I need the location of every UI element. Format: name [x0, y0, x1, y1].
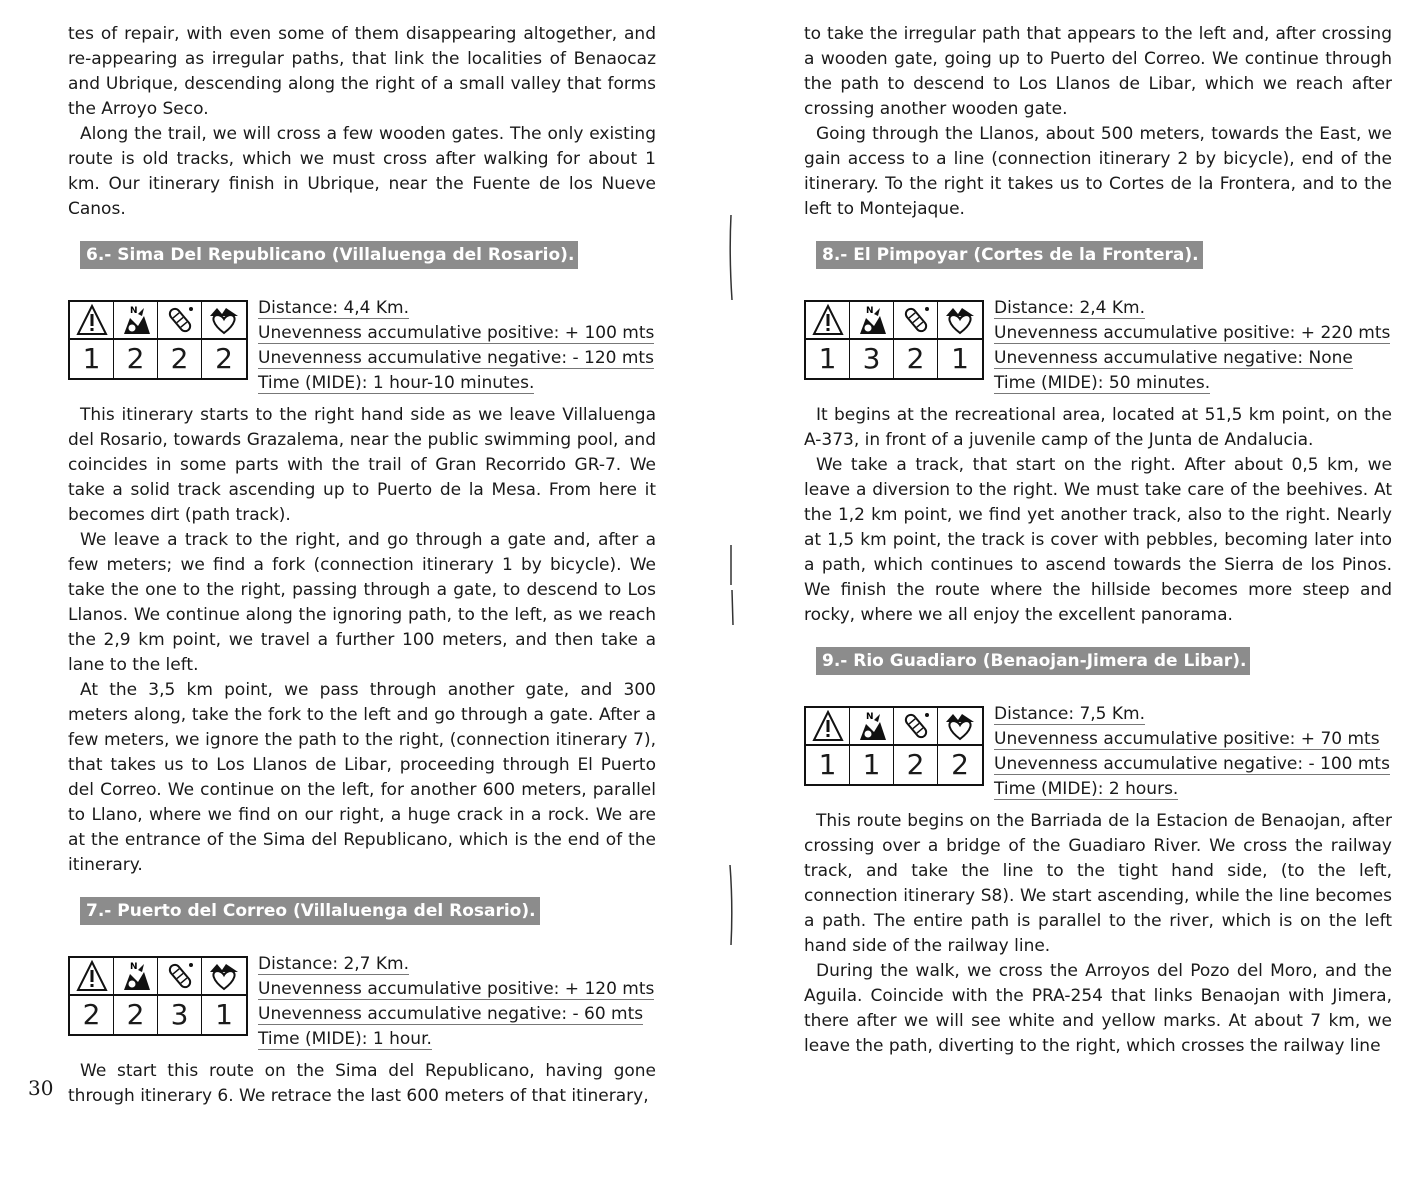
- left-page-column: [68, 22, 656, 1109]
- intro-paragraph: Going through the Llanos, about 500 meters, towards the East, we gain access to a line (connection itinerary 2 by bicycle), end of the itinerary. To the right it takes us to Cortes de la Frontera, and to the left to Montejaque.: [804, 124, 1392, 219]
- compass-terrain-icon: [114, 302, 158, 340]
- body-paragraph: During the walk, we cross the Arroyos del Pozo del Moro, and the Aguila. Coincide with the PRA-254 that links Benaojan with Jimera, there after we will see white and yellow marks. At about 7 km, we leave the path, diverting to the right, which crosses the railway line: [804, 961, 1392, 1056]
- rating-hazard: 1: [70, 340, 114, 378]
- heart-effort-icon: [202, 958, 246, 996]
- negative-elevation-text: Unevenness accumulative negative: None: [994, 348, 1353, 368]
- rating-effort: 1: [951, 342, 969, 375]
- rating-hazard: 1: [806, 340, 850, 378]
- positive-elevation-text: Unevenness accumulative positive: + 70 mts: [994, 729, 1380, 749]
- compass-terrain-icon: [850, 302, 894, 340]
- gutter-binding-mark: [726, 545, 736, 625]
- rating-effort: 2: [215, 342, 233, 375]
- rating-hazard: 2: [70, 996, 114, 1034]
- svg-text:N: N: [865, 712, 874, 722]
- compass-terrain-icon: [114, 958, 158, 996]
- itinerary-summary-7: [68, 925, 656, 1059]
- distance-text: Distance: 2,4 Km.: [994, 298, 1146, 318]
- rating-orientation: 2: [114, 340, 158, 378]
- compass-terrain-icon: [850, 708, 894, 746]
- body-paragraph: At the 3,5 km point, we pass through another gate, and 300 meters along, take the fork to the left and go through a gate. After a few meters, we ignore the path to the right, (connection itinerary 7), that takes us to Los Llanos de Libar, proceeding through El Puerto del Correo. We continue on the left, for another 600 meters, parallel to Llano, where we find on our right, a huge crack in a rock. We are at the entrance of the Sima del Republicano, which is the end of the itinerary.: [68, 680, 656, 875]
- intro-paragraph: to take the irregular path that appears to the left and, after crossing a wooden gate, going up to Puerto del Correo. We continue through the path to descend to Los Llanos de Libar, which we reach after crossing another wooden gate.: [804, 24, 1392, 119]
- difficulty-grid: [68, 956, 248, 1036]
- difficulty-grid: [804, 706, 984, 786]
- negative-elevation-text: Unevenness accumulative negative: - 100 mts: [994, 754, 1390, 774]
- itinerary-summary-8: [804, 269, 1392, 403]
- rating-orientation: 3: [850, 340, 894, 378]
- section-heading-9: 9.- Rio Guadiaro (Benaojan-Jimera de Libar).: [816, 647, 1250, 675]
- distance-text: Distance: 7,5 Km.: [994, 704, 1146, 724]
- itinerary-summary-9: [804, 675, 1392, 809]
- distance-text: Distance: 2,7 Km.: [258, 954, 410, 974]
- svg-text:N: N: [865, 306, 874, 316]
- itinerary-stats: [994, 296, 1390, 396]
- footprint-effort-icon: [158, 958, 202, 996]
- rating-terrain: 2: [158, 340, 202, 378]
- right-page-column: [804, 22, 1392, 1059]
- svg-text:N: N: [129, 962, 138, 972]
- positive-elevation-text: Unevenness accumulative positive: + 220 mts: [994, 323, 1391, 343]
- time-text: Time (MIDE): 2 hours.: [994, 779, 1179, 799]
- positive-elevation-text: Unevenness accumulative positive: + 120 mts: [258, 979, 655, 999]
- intro-paragraph: tes of repair, with even some of them disappearing altogether, and re-appearing as irregular paths, that link the localities of Benaocaz and Ubrique, descending along the right of a small valley that forms the Arroyo Seco.: [68, 24, 656, 119]
- rating-terrain: 3: [158, 996, 202, 1034]
- itinerary-stats: [258, 952, 654, 1052]
- warning-triangle-icon: [70, 958, 114, 996]
- svg-text:N: N: [129, 306, 138, 316]
- body-paragraph: This itinerary starts to the right hand side as we leave Villaluenga del Rosario, towards Grazalema, near the public swimming pool, and coincides in some parts with the trail of Gran Recorrido GR-7. We take a solid track ascending up to Puerto de la Mesa. From here it becomes dirt (path track).: [68, 405, 656, 525]
- body-paragraph: It begins at the recreational area, located at 51,5 km point, on the A-373, in front of a juvenile camp of the Junta de Andalucia.: [804, 405, 1392, 450]
- difficulty-grid: [804, 300, 984, 380]
- itinerary-stats: [258, 296, 654, 396]
- rating-effort: 2: [951, 748, 969, 781]
- body-paragraph: This route begins on the Barriada de la Estacion de Benaojan, after crossing over a bridge of the Guadiaro River. We cross the railway track, and take the line to the tight hand side, (to the left, connection itinerary S8). We start ascending, while the line becomes a path. The entire path is parallel to the river, which is on the left hand side of the railway line.: [804, 811, 1392, 956]
- rating-terrain: 2: [894, 746, 938, 784]
- gutter-binding-mark: [726, 215, 736, 300]
- time-text: Time (MIDE): 1 hour.: [258, 1029, 432, 1049]
- footprint-effort-icon: [158, 302, 202, 340]
- time-text: Time (MIDE): 1 hour-10 minutes.: [258, 373, 535, 393]
- negative-elevation-text: Unevenness accumulative negative: - 120 mts: [258, 348, 654, 368]
- footprint-effort-icon: [894, 708, 938, 746]
- difficulty-grid: [68, 300, 248, 380]
- heart-effort-icon: [938, 708, 982, 746]
- positive-elevation-text: Unevenness accumulative positive: + 100 mts: [258, 323, 655, 343]
- page-number: 30: [28, 1076, 54, 1100]
- footprint-effort-icon: [894, 302, 938, 340]
- rating-hazard: 1: [806, 746, 850, 784]
- body-paragraph: We take a track, that start on the right. After about 0,5 km, we leave a diversion to the right. We must take care of the beehives. At the 1,2 km point, we find yet another track, also to the right. Nearly at 1,5 km point, the track is cover with pebbles, becoming later into a path, which continues to ascend towards the Sierra de los Pinos. We finish the route where the hillside becomes more steep and rocky, where we all enjoy the excellent panorama.: [804, 455, 1392, 625]
- itinerary-summary-6: [68, 269, 656, 403]
- body-paragraph: We leave a track to the right, and go through a gate and, after a few meters; we find a fork (connection itinerary 1 by bicycle). We take the one to the right, passing through a gate, to descend to Los Llanos. We continue along the ignoring path, to the left, as we reach the 2,9 km point, we travel a further 100 meters, and then take a lane to the left.: [68, 530, 656, 675]
- gutter-binding-mark: [726, 865, 736, 945]
- intro-paragraph: Along the trail, we will cross a few wooden gates. The only existing route is old tracks, which we must cross after walking for about 1 km. Our itinerary finish in Ubrique, near the Fuente de los Nueve Canos.: [68, 124, 656, 219]
- heart-effort-icon: [202, 302, 246, 340]
- section-heading-7: 7.- Puerto del Correo (Villaluenga del Rosario).: [80, 897, 540, 925]
- rating-orientation: 1: [850, 746, 894, 784]
- body-paragraph: We start this route on the Sima del Republicano, having gone through itinerary 6. We retrace the last 600 meters of that itinerary,: [68, 1061, 656, 1106]
- warning-triangle-icon: [806, 302, 850, 340]
- warning-triangle-icon: [70, 302, 114, 340]
- negative-elevation-text: Unevenness accumulative negative: - 60 mts: [258, 1004, 644, 1024]
- time-text: Time (MIDE): 50 minutes.: [994, 373, 1211, 393]
- itinerary-stats: [994, 702, 1390, 802]
- rating-terrain: 2: [894, 340, 938, 378]
- heart-effort-icon: [938, 302, 982, 340]
- rating-orientation: 2: [114, 996, 158, 1034]
- warning-triangle-icon: [806, 708, 850, 746]
- distance-text: Distance: 4,4 Km.: [258, 298, 410, 318]
- section-heading-8: 8.- El Pimpoyar (Cortes de la Frontera).: [816, 241, 1203, 269]
- section-heading-6: 6.- Sima Del Republicano (Villaluenga del Rosario).: [80, 241, 578, 269]
- rating-effort: 1: [215, 998, 233, 1031]
